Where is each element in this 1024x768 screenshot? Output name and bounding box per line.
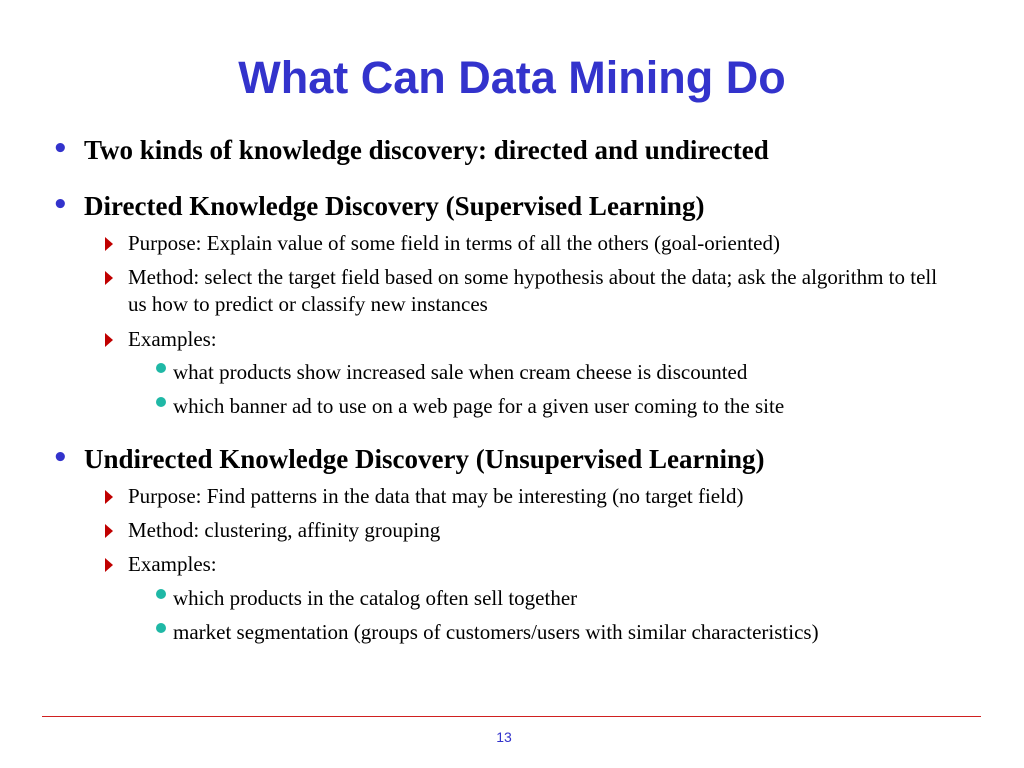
- example-item: [173, 393, 784, 420]
- sub-bullet-text: Method: clustering, affinity grouping: [128, 518, 441, 542]
- sub-bullet-text: Purpose: Find patterns in the data that may be interesting (no target field): [128, 484, 744, 508]
- arrow-right-icon: [105, 524, 113, 538]
- sub-bullet-directed-method: [128, 264, 958, 318]
- arrow-right-icon: [105, 237, 113, 251]
- bullet-dot-icon: •: [52, 190, 69, 220]
- bullet-text: Undirected Knowledge Discovery (Unsupervised Learning): [84, 444, 765, 474]
- arrow-right-icon: [105, 333, 113, 347]
- example-text: what products show increased sale when cream cheese is discounted: [173, 360, 748, 384]
- sub-bullet-undirected-examples: [128, 551, 958, 578]
- sub-bullet-directed-purpose: [128, 230, 958, 257]
- sub-bullet-text: Purpose: Explain value of some field in terms of all the others (goal-oriented): [128, 231, 780, 255]
- sub-bullet-text: Examples:: [128, 552, 217, 576]
- example-item: [173, 359, 747, 386]
- sub-bullet-text: Examples:: [128, 327, 217, 351]
- bullet-text: Two kinds of knowledge discovery: directed and undirected: [84, 135, 769, 165]
- bullet-dot-icon: [156, 363, 166, 373]
- bullet-undirected-discovery: [52, 443, 765, 475]
- footer-divider: [42, 716, 981, 717]
- page-number: 13: [496, 729, 512, 745]
- sub-bullet-directed-examples: [128, 326, 958, 353]
- example-text: market segmentation (groups of customers/users with similar characteristics): [173, 620, 819, 644]
- example-text: which products in the catalog often sell together: [173, 586, 578, 610]
- arrow-right-icon: [105, 271, 113, 285]
- example-text: which banner ad to use on a web page for a given user coming to the site: [173, 394, 785, 418]
- example-item: [173, 585, 577, 612]
- bullet-knowledge-discovery-kinds: [52, 134, 769, 166]
- bullet-dot-icon: [156, 397, 166, 407]
- bullet-dot-icon: [156, 623, 166, 633]
- sub-bullet-undirected-purpose: [128, 483, 958, 510]
- slide-title: What Can Data Mining Do: [238, 52, 786, 103]
- bullet-dot-icon: •: [52, 134, 69, 164]
- bullet-text: Directed Knowledge Discovery (Supervised Learning): [84, 191, 705, 221]
- bullet-dot-icon: [156, 589, 166, 599]
- example-item: [173, 619, 819, 646]
- sub-bullet-undirected-method: [128, 517, 958, 544]
- arrow-right-icon: [105, 490, 113, 504]
- arrow-right-icon: [105, 558, 113, 572]
- bullet-dot-icon: •: [52, 443, 69, 473]
- bullet-directed-discovery: [52, 190, 705, 222]
- sub-bullet-text: Method: select the target field based on some hypothesis about the data; ask the algorithm to tell us how to predict or classify new instances: [128, 265, 938, 316]
